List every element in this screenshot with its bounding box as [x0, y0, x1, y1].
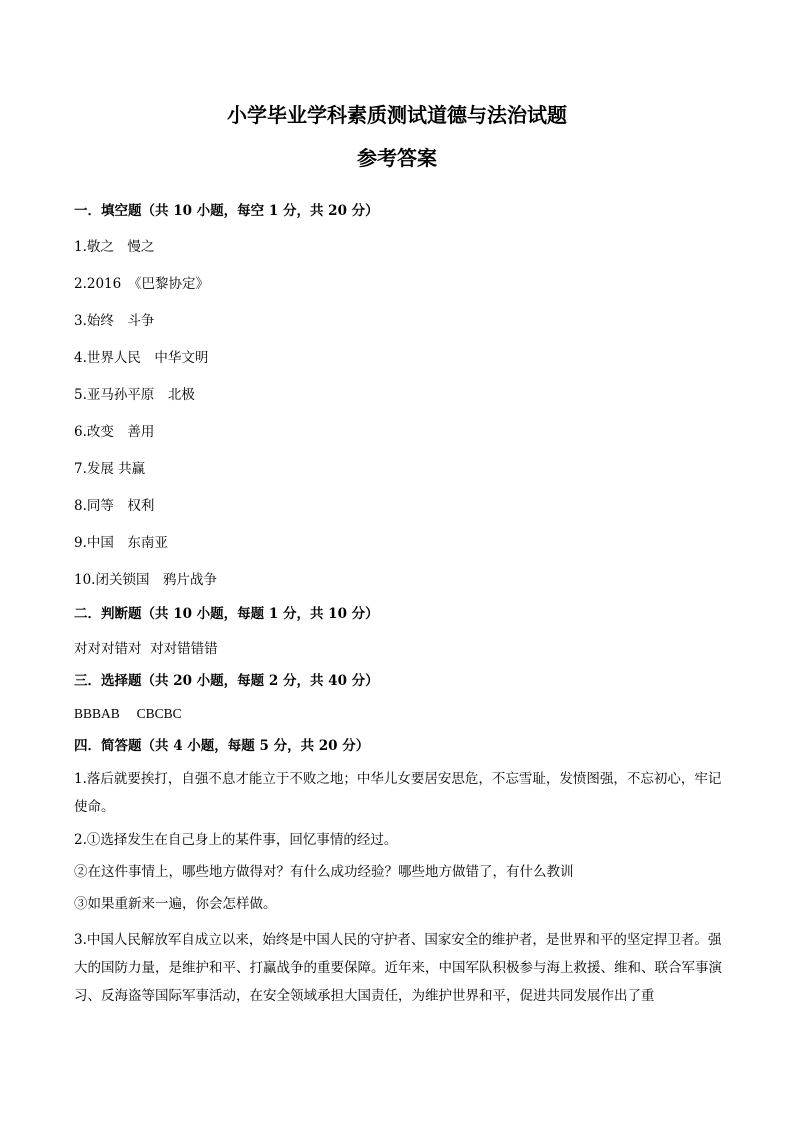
answer-paragraph: 3.中国人民解放军自成立以来，始终是中国人民的守护者、国家安全的维护者，是世界和平的坚定捍卫者。强大的国防力量，是维护和平、打赢战争的重要保障。近年来，中国军队积极参与海上救援、维和、联合军事演习、反海盗等国际军事活动，在安全领域承担大国责任，为维护世界和平，促进共同发展作出了重 [74, 932, 722, 1004]
answer-line: 对对对错对 对对错错错 [74, 641, 218, 657]
answer-paragraph: 1.落后就要挨打，自强不息才能立于不败之地；中华儿女要居安思危，不忘雪耻，发愤图强，不忘初心，牢记使命。 [74, 771, 722, 815]
answer-line: 6.改变 善用 [74, 424, 155, 440]
answer-line: ③如果重新来一遍，你会怎样做。 [74, 896, 277, 912]
answer-line: 1.敬之 慢之 [74, 239, 155, 255]
answer-line: ②在这件事情上，哪些地方做得对？有什么成功经验？哪些地方做错了，有什么教训 [74, 864, 574, 880]
answer-line: 3.始终 斗争 [74, 313, 155, 329]
answer-line: 5.亚马孙平原 北极 [74, 387, 195, 403]
section-heading-fill-in: 一．填空题（共 10 小题，每空 1 分，共 20 分） [74, 203, 379, 219]
answer-line: BBBAB CBCBC [74, 706, 182, 721]
section-heading-true-false: 二．判断题（共 10 小题，每题 1 分，共 10 分） [74, 606, 379, 622]
page-title: 小学毕业学科素质测试道德与法治试题 [227, 103, 567, 127]
answer-line: 8.同等 权利 [74, 498, 155, 514]
section-heading-multiple-choice: 三．选择题（共 20 小题，每题 2 分，共 40 分） [74, 673, 379, 689]
section-heading-short-answer: 四．简答题（共 4 小题，每题 5 分，共 20 分） [74, 738, 370, 754]
answer-line: 2.2016 《巴黎协定》 [74, 276, 209, 292]
answer-line: 10.闭关锁国 鸦片战争 [74, 572, 217, 588]
answer-line: 4.世界人民 中华文明 [74, 350, 209, 366]
answer-line: 7.发展 共赢 [74, 461, 146, 477]
answer-line: 9.中国 东南亚 [74, 535, 168, 551]
answer-line: 2.①选择发生在自己身上的某件事，回忆事情的经过。 [74, 832, 398, 848]
page-subtitle: 参考答案 [357, 146, 437, 170]
